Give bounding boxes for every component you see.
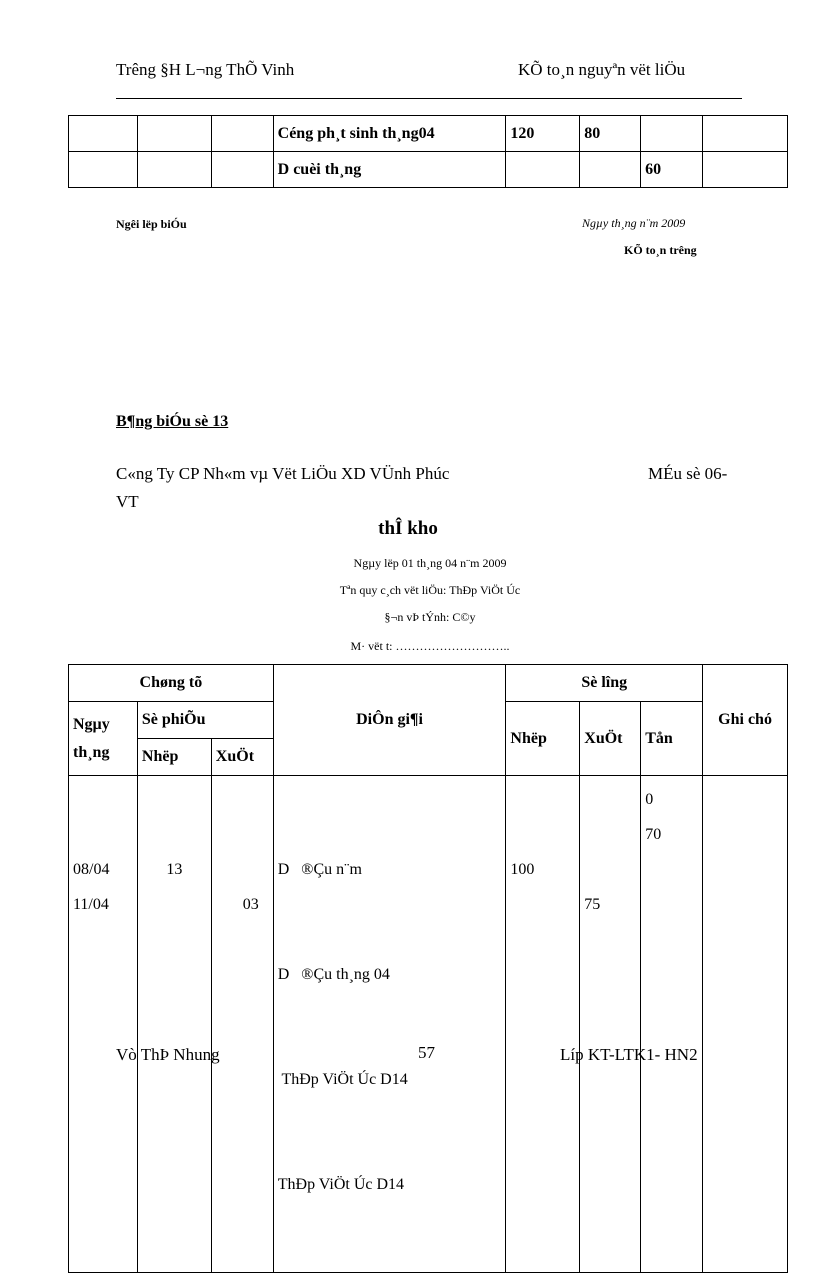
- date-value: 11/04: [73, 896, 109, 913]
- col-nhap: [506, 776, 580, 1273]
- xuat-cell: [580, 152, 641, 188]
- header-row: [69, 665, 788, 702]
- signature-preparer: Ngêi lëp biÓu: [116, 217, 187, 231]
- header-ghichu: Ghi chó: [703, 665, 788, 776]
- qty-out: 75: [584, 896, 601, 913]
- signature-accountant: KÕ to¸n trêng: [624, 243, 697, 257]
- col-nhap-no: [137, 776, 211, 1273]
- form-number-cont: VT: [116, 492, 139, 511]
- table-row: [69, 152, 788, 188]
- header-sp-nhap: Nhëp: [137, 739, 211, 776]
- header-right: KÕ to¸n nguyªn vët liÖu: [518, 60, 686, 79]
- company-name: C«ng Ty CP Nh«m vµ Vët LiÖu XD VÜnh Phúc: [116, 464, 450, 483]
- col-ton: [641, 776, 703, 1273]
- qty-in: 100: [510, 861, 535, 878]
- stock-card-table: [68, 664, 788, 1273]
- col-ghichu: [703, 776, 788, 1273]
- header-sophieu: Sè phiÕu: [137, 702, 273, 739]
- row-label: Céng ph¸t sinh th¸ng04: [273, 116, 506, 152]
- col-diengiai: [273, 776, 506, 1273]
- qty-balance: 70: [645, 826, 662, 843]
- signature-date: Ngµy th¸ng n¨m 2009: [582, 216, 686, 230]
- form-number: MÉu sè 06-: [648, 464, 728, 483]
- col-xuat: [580, 776, 641, 1273]
- description: D ®Çu th¸ng 04: [277, 966, 390, 983]
- top-table: [68, 115, 788, 188]
- description: D ®Çu n¨m: [277, 861, 362, 878]
- meta-unit: §¬n vÞ tÝnh: C©y: [384, 610, 476, 624]
- footer-author: Vò ThÞ Nhung: [116, 1045, 220, 1064]
- xuat-cell: 80: [580, 116, 641, 152]
- header-ton: Tån: [641, 702, 703, 776]
- issue-no: 03: [242, 896, 259, 913]
- header-left: Trêng §H L¬ng ThÕ Vinh: [116, 60, 295, 79]
- description: ThÐp ViÖt Úc D14: [277, 1071, 408, 1088]
- nhap-cell: 120: [506, 116, 580, 152]
- header-diengiai: DiÔn gi¶i: [273, 665, 506, 776]
- col-xuat-no: [211, 776, 273, 1273]
- table-row: [69, 116, 788, 152]
- qty-balance: 0: [645, 791, 654, 808]
- header-chungtu: Chøng tõ: [69, 665, 274, 702]
- meta-date: Ngµy lëp 01 th¸ng 04 n¨m 2009: [353, 556, 507, 570]
- body-row: [69, 776, 788, 1273]
- header-ngay: Ngµy th¸ng: [69, 702, 138, 776]
- ton-cell: [641, 116, 703, 152]
- doc-title: thÎ kho: [378, 518, 438, 539]
- header-rule: [116, 98, 742, 99]
- receipt-no: 13: [166, 861, 183, 878]
- description: ThÐp ViÖt Úc D14: [277, 1176, 405, 1193]
- header-sp-xuat: XuÖt: [211, 739, 273, 776]
- row-label: D cuèi th¸ng: [273, 152, 506, 188]
- footer-class: Líp KT-LTK1- HN2: [560, 1045, 698, 1064]
- header-nhap: Nhëp: [506, 702, 580, 776]
- header-xuat: XuÖt: [580, 702, 641, 776]
- header-soluong: Sè lîng: [506, 665, 703, 702]
- meta-spec: Tªn quy c¸ch vët liÖu: ThÐp ViÖt Úc: [339, 583, 521, 597]
- page-number: 57: [418, 1043, 435, 1062]
- meta-code: M· vët t: ………………………..: [350, 639, 510, 653]
- col-ngay: [69, 776, 138, 1273]
- nhap-cell: [506, 152, 580, 188]
- date-value: 08/04: [73, 861, 110, 878]
- section-title: B¶ng biÓu sè 13: [116, 413, 229, 430]
- ton-cell: 60: [641, 152, 703, 188]
